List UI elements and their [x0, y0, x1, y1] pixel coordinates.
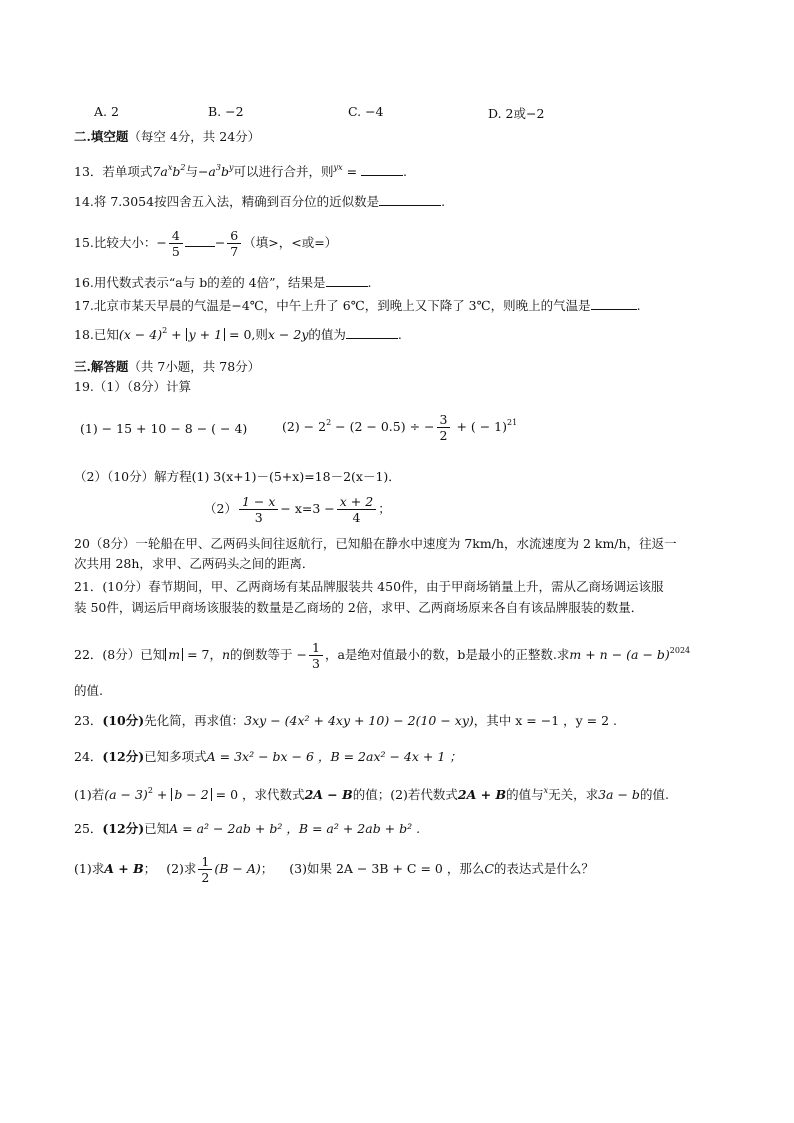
q15-prefix: 15.比较大小：− — [74, 235, 167, 250]
section-2-title: 二.填空题 — [74, 129, 129, 144]
section-3-heading — [74, 358, 260, 376]
answer-blank-16[interactable] — [326, 274, 368, 287]
q17-end: . — [636, 298, 641, 313]
q16-text: 16.用代数式表示“a与 b的差的 4倍”，结果是 — [74, 275, 326, 290]
section-2-heading — [74, 128, 260, 146]
question-19-calc-1: (1) − 15 + 10 − 8 − ( − 4) — [80, 421, 248, 436]
question-21-line-2: 装 50件，调运后甲商场该服装的数量是乙商场的 2倍，求甲、乙两商场原来各自有该品牌服装的数量． — [74, 600, 644, 615]
answer-blank-14[interactable] — [379, 193, 441, 206]
question-19-calc-2: $(2) - 2^2 - (2 - 0.5)$ ÷ − $\frac{3}{2}$ + ( − 1)$^{21}$ — [282, 412, 518, 443]
option-a: A. 2 — [94, 104, 119, 119]
q18-expr1: (x − 4) — [118, 327, 163, 342]
q18-plus: + — [167, 327, 186, 342]
question-22: 22．(8分）已知 m = 7，n的倒数等于 − $\frac{1}{3}$ ，a是绝对值最小的数，b是最小的正整数.求$m + n - (a - b)^{2024}$ — [74, 640, 691, 671]
q13-join: 与 — [185, 164, 198, 179]
option-b: B. −2 — [208, 104, 244, 119]
question-15 — [74, 228, 337, 259]
answer-blank-18[interactable] — [346, 326, 398, 339]
section-3-title: 三.解答题 — [74, 359, 129, 374]
q16-end: . — [367, 275, 372, 290]
q15-fraction-2: $\frac{6}{7}$ — [227, 228, 241, 259]
answer-blank-15[interactable] — [185, 234, 215, 247]
question-25: 25．(12分)已知A = a² − 2ab + b² ，B = a² + 2ab + b² . — [74, 821, 421, 836]
q13-suffix: 可以进行合并，则 — [233, 164, 334, 179]
question-19-equation-2: （2） $\frac{1 - x}{3}$ − x=3 − $\frac{x + 2}{4}$ ； — [204, 494, 391, 525]
q14-text: 14.将 7.3054按四舍五入法，精确到百分位的近似数是 — [74, 194, 380, 209]
q18-suffix: 的值为 — [308, 327, 346, 342]
question-21-line-1: 21．(10分）春节期间，甲、乙两商场有某品牌服装共 450件，由于甲商场销量上升，需从乙商场调运该服 — [74, 579, 664, 594]
q14-end: . — [441, 194, 446, 209]
q15-fraction-1: $\frac{4}{5}$ — [169, 228, 183, 259]
question-20-line-1: 20（8分）一轮船在甲、乙两码头间往返航行，已知船在静水中速度为 7km/h，水流速度为 2 km/h，往返一 — [74, 536, 677, 551]
q13-term1: $7a^xb^2$ — [152, 163, 186, 179]
question-25-parts: (1)求A + B； (2)求 $\frac{1}{2}$ (B − A)； (3)如果 2A − 3B + C = 0 ，那么C的表达式是什么？ — [74, 854, 594, 885]
q18-expr2: x − 2y — [267, 327, 309, 342]
question-13 — [74, 163, 407, 181]
q18-prefix: 18.已知 — [74, 327, 119, 342]
answer-blank-13[interactable] — [361, 163, 403, 176]
question-19-part-2: （2）（10分）解方程(1) 3(x+1)－(5+x)=18－2(x－1)． — [74, 469, 401, 484]
question-17 — [74, 297, 641, 315]
q15-suffix: （填>，<或=） — [243, 235, 338, 250]
question-24: 24．(12分)已知多项式A = 3x² − bx − 6 ，B = 2ax² − 4x + 1 ； — [74, 749, 462, 764]
question-22-line-2: 的值. — [74, 683, 103, 698]
question-19-header: 19.（1）（8分）计算 — [74, 379, 192, 394]
q18-exp: 2 — [162, 326, 168, 335]
answer-blank-17[interactable] — [591, 297, 637, 310]
option-d: D. 2或−2 — [488, 106, 545, 121]
q18-end: . — [397, 327, 402, 342]
q13-eq: = — [342, 164, 362, 179]
q13-term2: $-a^3b^y$ — [197, 163, 234, 179]
question-14 — [74, 193, 445, 211]
q18-abs: y + 1 — [186, 328, 225, 341]
q13-end: . — [403, 164, 407, 179]
option-c: C. −4 — [348, 104, 384, 119]
section-2-note: （每空 4分，共 24分） — [128, 129, 261, 144]
question-20-line-2: 次共用 28h，求甲、乙两码头之间的距离． — [74, 556, 315, 571]
question-16 — [74, 274, 372, 292]
section-3-note: （共 7小题，共 78分） — [128, 359, 261, 374]
q18-eq: = 0,则 — [225, 327, 268, 342]
q17-text: 17.北京市某天早晨的气温是−4℃，中午上升了 6℃，到晚上又下降了 3℃，则晚上的气温是 — [74, 298, 591, 313]
question-18 — [74, 326, 402, 344]
question-24-parts: (1)若$(a - 3)^2 + b - 2 = 0$ ，求代数式2A − B的值；(2)若代数式2A + B的值与$^x$无关，求3a − b的值. — [74, 786, 669, 802]
q13-prefix: 13．若单项式 — [74, 164, 153, 179]
q15-mid: − — [214, 235, 226, 250]
question-23: 23．(10分)先化简，再求值：3xy − (4x² + 4xy + 10) − 2(10 − xy)，其中 x = −1 ，y = 2 . — [74, 713, 618, 728]
q13-expr: yx — [333, 163, 343, 172]
